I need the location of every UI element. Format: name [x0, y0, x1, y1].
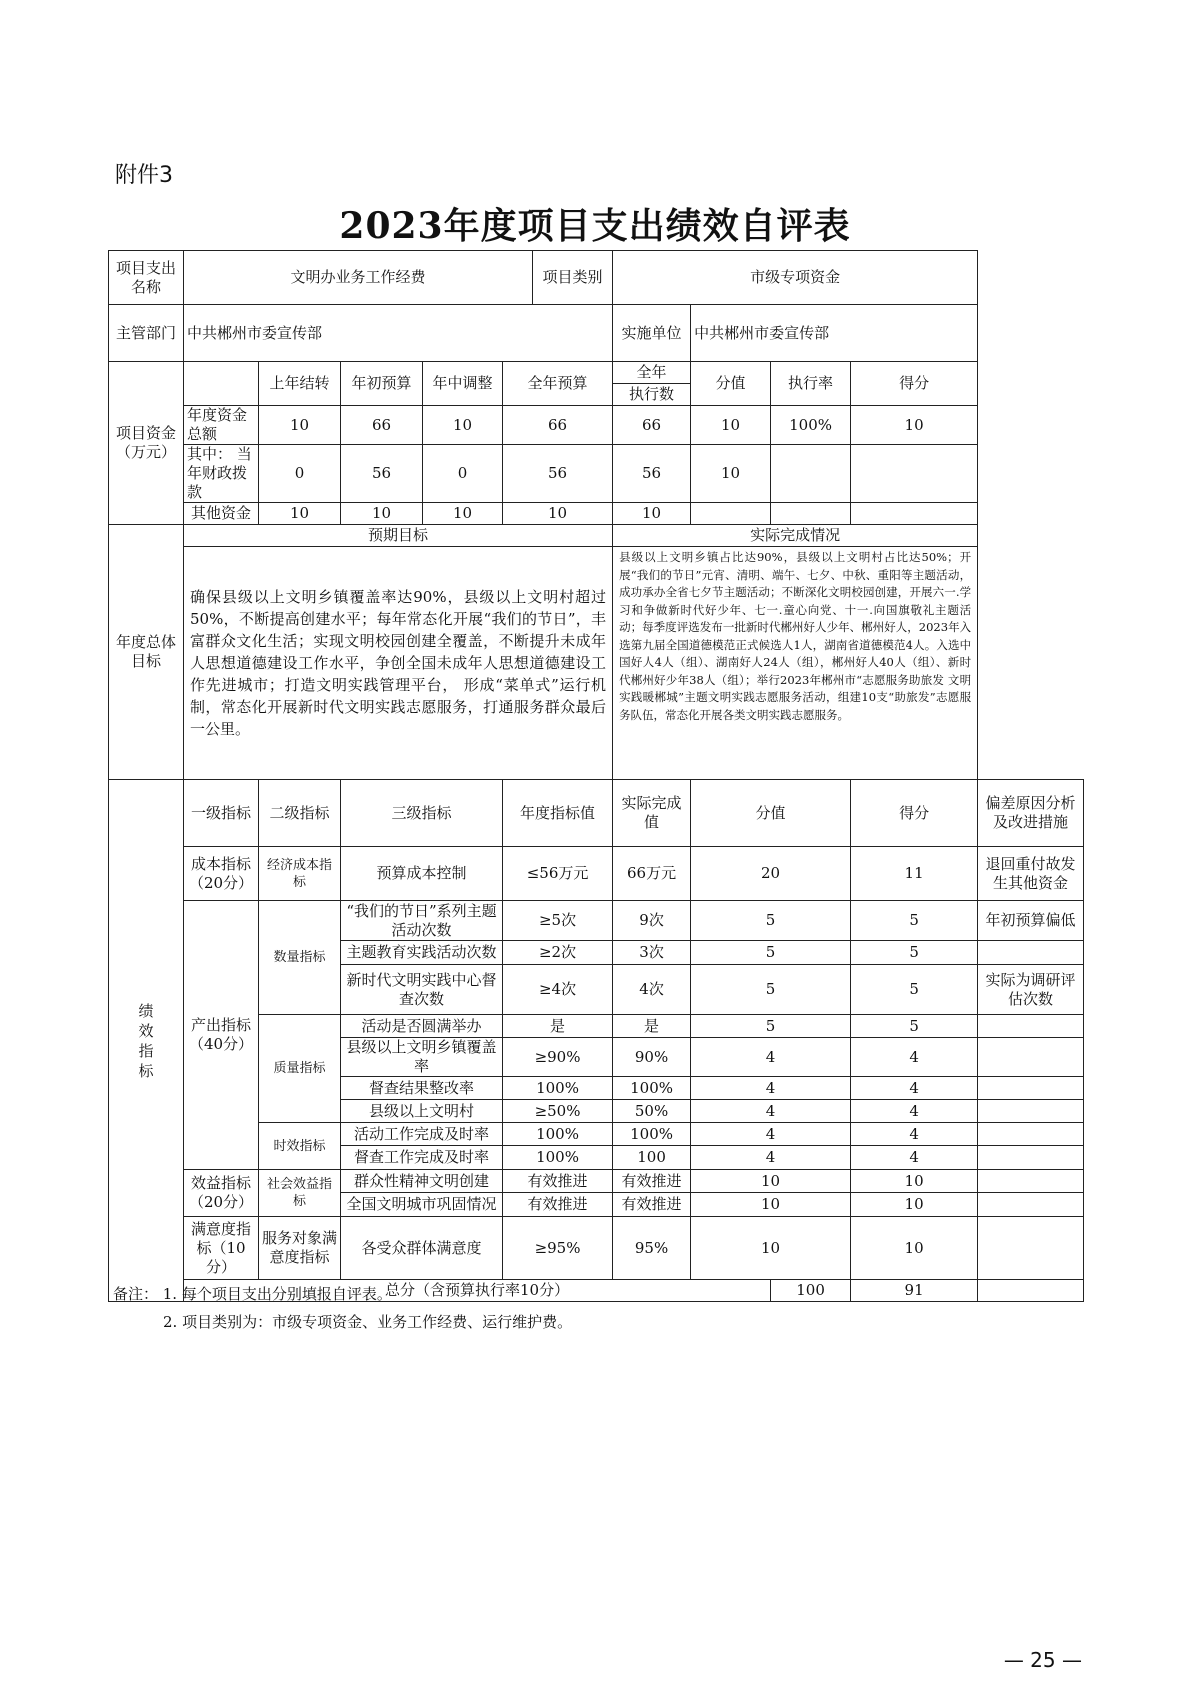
perf-value: 5: [691, 901, 851, 941]
funds-row: [109, 406, 1084, 445]
perf-score: 4: [851, 1123, 978, 1146]
funds-cell: 10: [423, 503, 503, 525]
perf-value: 10: [691, 1217, 851, 1280]
perf-target: ≥95%: [503, 1217, 613, 1280]
perf-reason: 实际为调研评估次数: [978, 965, 1084, 1015]
funds-cell: 66: [341, 406, 423, 445]
funds-cell: 0: [259, 445, 341, 503]
notes: [113, 1280, 572, 1336]
perf-score: 10: [851, 1193, 978, 1217]
perf-l1-satisfaction: 满意度指标（10分）: [184, 1217, 259, 1280]
perf-reason: [978, 1217, 1084, 1280]
perf-l3: 全国文明城市巩固情况: [341, 1193, 503, 1217]
perf-reason: 年初预算偏低: [978, 901, 1084, 941]
perf-score: 4: [851, 1038, 978, 1077]
perf-target: 有效推进: [503, 1170, 613, 1193]
perf-score: 11: [851, 847, 978, 901]
perf-actual: 100%: [613, 1077, 691, 1100]
perf-target: ≥90%: [503, 1038, 613, 1077]
funds-col-annual: 全年预算: [503, 362, 613, 406]
funds-cell: [691, 503, 771, 525]
perf-row-satisfaction: [109, 1217, 1084, 1280]
perf-head-score: 得分: [851, 780, 978, 847]
perf-score: 5: [851, 965, 978, 1015]
perf-head-l3: 三级指标: [341, 780, 503, 847]
perf-head-reason: 偏差原因分析及改进措施: [978, 780, 1084, 847]
perf-l2-benefit: 社会效益指标: [259, 1170, 341, 1217]
perf-score: 4: [851, 1100, 978, 1123]
goals-planned-label: 预期目标: [184, 525, 613, 547]
funds-cell: [771, 503, 851, 525]
perf-actual: 是: [613, 1015, 691, 1038]
perf-reason: 退回重付故发生其他资金: [978, 847, 1084, 901]
perf-target: ≥4次: [503, 965, 613, 1015]
perf-l2-cost: 经济成本指标: [259, 847, 341, 901]
dept-value: 中共郴州市委宣传部: [184, 305, 613, 362]
unit-value: 中共郴州市委宣传部: [691, 305, 978, 362]
note-line: 2. 项目类别为：市级专项资金、业务工作经费、运行维护费。: [163, 1313, 573, 1331]
funds-cell: 10: [851, 406, 978, 445]
funds-cell: 10: [613, 503, 691, 525]
total-blank: [978, 1280, 1084, 1302]
funds-row: [109, 445, 1084, 503]
perf-score: 5: [851, 1015, 978, 1038]
perf-row-cost: [109, 847, 1084, 901]
perf-reason: [978, 1146, 1084, 1170]
perf-value: 20: [691, 847, 851, 901]
perf-target: 有效推进: [503, 1193, 613, 1217]
total-label: 总分（含预算执行率10分）: [184, 1280, 771, 1302]
goals-actual-label: 实际完成情况: [613, 525, 978, 547]
perf-l2-satisfaction: 服务对象满意度指标: [259, 1217, 341, 1280]
perf-value: 4: [691, 1146, 851, 1170]
perf-head-target: 年度指标值: [503, 780, 613, 847]
funds-row-label: 年度资金总额: [184, 406, 259, 445]
perf-reason: [978, 1123, 1084, 1146]
funds-cell: 10: [341, 503, 423, 525]
total-score: 91: [851, 1280, 978, 1302]
note-line: 备注： 1. 每个项目支出分别填报自评表。: [113, 1285, 392, 1303]
perf-actual: 90%: [613, 1038, 691, 1077]
perf-l2-quality: 质量指标: [259, 1015, 341, 1123]
perf-l3: 新时代文明实践中心督查次数: [341, 965, 503, 1015]
perf-score: 4: [851, 1146, 978, 1170]
perf-head-l2: 二级指标: [259, 780, 341, 847]
perf-target: 100%: [503, 1146, 613, 1170]
perf-target: 100%: [503, 1123, 613, 1146]
goals-planned-text: 确保县级以上文明乡镇覆盖率达90%，县级以上文明村超过50%，不断提高创建水平；每年常态化开展“我们的节日”，丰富群众文化生活；实现文明校园创建全覆盖，不断提升未成年人思想道德建设工作水平，争创全国未成年人思想道德建设工作先进城市；打造文明实践管理平台， 形成“菜单式”运行机制，常态化开展新时代文明实践志愿服务，打通服务群众最后一公里。: [184, 547, 613, 780]
perf-value: 4: [691, 1100, 851, 1123]
perf-actual: 4次: [613, 965, 691, 1015]
perf-head-value: 分值: [691, 780, 851, 847]
perf-l3: 群众性精神文明创建: [341, 1170, 503, 1193]
perf-l3: 县级以上文明村: [341, 1100, 503, 1123]
perf-score: 10: [851, 1170, 978, 1193]
perf-label: [109, 780, 184, 1302]
type-value: 市级专项资金: [613, 251, 978, 305]
funds-cell: 10: [503, 503, 613, 525]
funds-cell: 56: [503, 445, 613, 503]
perf-l2-timeliness: 时效指标: [259, 1123, 341, 1170]
perf-l1-output: 产出指标（40分）: [184, 901, 259, 1170]
goals-header-row: [109, 525, 1084, 547]
perf-actual: 9次: [613, 901, 691, 941]
name-label: 项目支出名称: [109, 251, 184, 305]
perf-value: 5: [691, 941, 851, 965]
funds-col-value: 分值: [691, 362, 771, 406]
funds-row-label: 其他资金: [184, 503, 259, 525]
funds-col-rate: 执行率: [771, 362, 851, 406]
perf-actual: 50%: [613, 1100, 691, 1123]
funds-cell: 10: [691, 445, 771, 503]
funds-cell: [771, 445, 851, 503]
funds-cell: 56: [341, 445, 423, 503]
funds-cell: 66: [503, 406, 613, 445]
funds-cell: 56: [613, 445, 691, 503]
perf-head-l1: 一级指标: [184, 780, 259, 847]
total-value: 100: [771, 1280, 851, 1302]
unit-label: 实施单位: [613, 305, 691, 362]
perf-actual: 100: [613, 1146, 691, 1170]
perf-reason: [978, 941, 1084, 965]
perf-l3: 督查工作完成及时率: [341, 1146, 503, 1170]
page-title: 2023年度项目支出绩效自评表: [339, 205, 851, 247]
type-label: 项目类别: [533, 251, 613, 305]
goals-content-row: [109, 547, 1084, 780]
perf-value: 10: [691, 1170, 851, 1193]
funds-label: 项目资金（万元）: [109, 362, 184, 525]
perf-l3: 主题教育实践活动次数: [341, 941, 503, 965]
funds-cell: 100%: [771, 406, 851, 445]
perf-value: 4: [691, 1077, 851, 1100]
perf-reason: [978, 1100, 1084, 1123]
perf-score: 5: [851, 901, 978, 941]
funds-col-score: 得分: [851, 362, 978, 406]
perf-target: ≥2次: [503, 941, 613, 965]
perf-value: 10: [691, 1193, 851, 1217]
perf-actual: 有效推进: [613, 1193, 691, 1217]
funds-cell: 10: [691, 406, 771, 445]
perf-value: 5: [691, 1015, 851, 1038]
funds-row: [109, 503, 1084, 525]
perf-reason: [978, 1077, 1084, 1100]
perf-l3: 县级以上文明乡镇覆盖率: [341, 1038, 503, 1077]
perf-reason: [978, 1170, 1084, 1193]
perf-actual: 100%: [613, 1123, 691, 1146]
perf-actual: 3次: [613, 941, 691, 965]
perf-header-row: [109, 780, 1084, 847]
perf-row: [109, 1170, 1084, 1193]
perf-head-actual: 实际完成值: [613, 780, 691, 847]
perf-l3: “我们的节日”系列主题活动次数: [341, 901, 503, 941]
perf-target: ≥50%: [503, 1100, 613, 1123]
perf-actual: 66万元: [613, 847, 691, 901]
perf-label-text: 绩效指标: [138, 1001, 154, 1080]
funds-col-executed-top: 全年: [613, 362, 691, 384]
perf-l3: 预算成本控制: [341, 847, 503, 901]
perf-value: 5: [691, 965, 851, 1015]
perf-reason: [978, 1015, 1084, 1038]
perf-target: ≤56万元: [503, 847, 613, 901]
perf-l3: 各受众群体满意度: [341, 1217, 503, 1280]
funds-blank: [184, 362, 259, 406]
perf-reason: [978, 1038, 1084, 1077]
annex-label: 附件3: [115, 163, 173, 188]
funds-col-carryover: 上年结转: [259, 362, 341, 406]
goals-label: 年度总体目标: [109, 525, 184, 780]
perf-score: 5: [851, 941, 978, 965]
perf-l3: 活动工作完成及时率: [341, 1123, 503, 1146]
perf-target: 是: [503, 1015, 613, 1038]
perf-l1-benefit: 效益指标（20分）: [184, 1170, 259, 1217]
funds-row-label: 其中： 当年财政拨款: [184, 445, 259, 503]
perf-actual: 有效推进: [613, 1170, 691, 1193]
funds-header-row-1: [109, 362, 1084, 384]
dept-label: 主管部门: [109, 305, 184, 362]
funds-cell: 66: [613, 406, 691, 445]
goals-actual-text: 县级以上文明乡镇占比达90%，县级以上文明村占比达50%；开展“我们的节日”元宵、清明、端午、七夕、中秋、重阳等主题活动，成功承办全省七夕节主题活动；不断深化文明校园创建，开展六一.学习和争做新时代好少年、七一.童心向党、十一.向国旗敬礼主题活动；每季度评选发布一批新时代郴州好人少年、郴州好人，2023年入选第九届全国道德模范正式候选人1人，湖南省道德模范4人。入选中国好人4人（组）、湖南好人24人（组），郴州好人40人（组）、新时代郴州好少年38人（组）；举行2023年郴州市“志愿服务助旅发 文明实践暖郴城”主题文明实践志愿服务活动，组建10支“助旅发”志愿服务队伍，常态化开展各类文明实践志愿服务。: [613, 547, 978, 780]
funds-cell: 10: [259, 503, 341, 525]
name-value: 文明办业务工作经费: [184, 251, 533, 305]
perf-value: 4: [691, 1038, 851, 1077]
funds-cell: 10: [259, 406, 341, 445]
perf-l2-quantity: 数量指标: [259, 901, 341, 1015]
perf-actual: 95%: [613, 1217, 691, 1280]
funds-col-executed-bottom: 执行数: [613, 384, 691, 406]
perf-l3: 活动是否圆满举办: [341, 1015, 503, 1038]
perf-l1-cost: 成本指标（20分）: [184, 847, 259, 901]
header-row-name: [109, 251, 1084, 305]
funds-cell: 0: [423, 445, 503, 503]
perf-target: ≥5次: [503, 901, 613, 941]
performance-table: [108, 250, 1084, 1302]
perf-reason: [978, 1193, 1084, 1217]
perf-score: 10: [851, 1217, 978, 1280]
perf-l3: 督查结果整改率: [341, 1077, 503, 1100]
funds-col-initial: 年初预算: [341, 362, 423, 406]
page-number: — 25 —: [1003, 1648, 1082, 1672]
funds-cell: [851, 503, 978, 525]
perf-score: 4: [851, 1077, 978, 1100]
funds-col-adjust: 年中调整: [423, 362, 503, 406]
funds-cell: [851, 445, 978, 503]
funds-cell: 10: [423, 406, 503, 445]
perf-row: [109, 901, 1084, 941]
perf-value: 4: [691, 1123, 851, 1146]
perf-target: 100%: [503, 1077, 613, 1100]
header-row-dept: [109, 305, 1084, 362]
